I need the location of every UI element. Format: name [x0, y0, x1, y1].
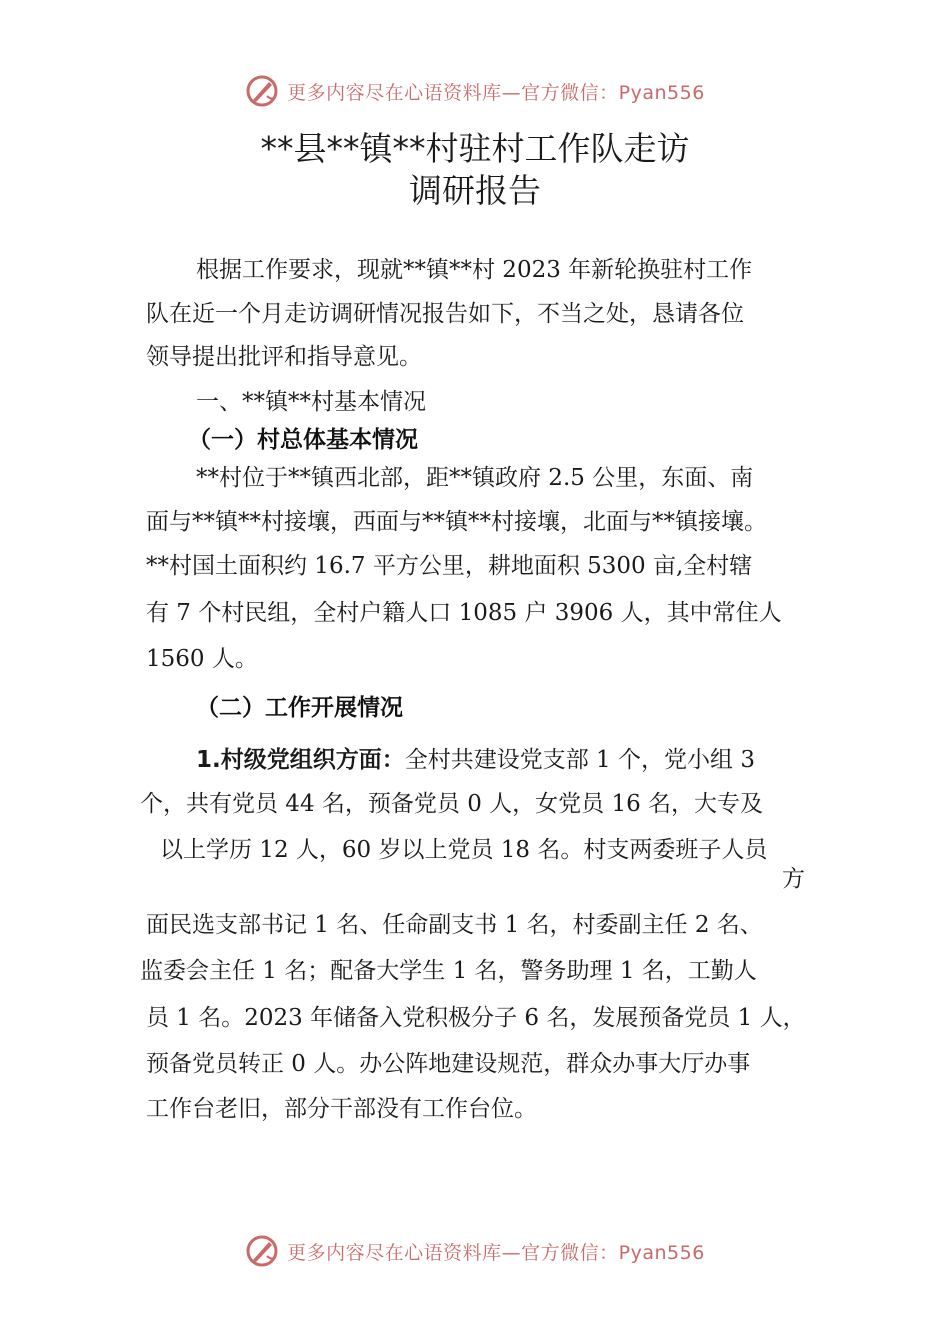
sub2-item1-line-2: 个，共有党员 44 名，预备党员 0 人，女党员 16 名，大专及 [140, 791, 764, 817]
sub2-item1-line-3: 以上学历 12 人，60 岁以上党员 18 名。村支两委班子人员 [160, 837, 768, 863]
watermark-header [0, 74, 950, 108]
doc-title-line2: 调研报告 [409, 171, 541, 210]
doc-title-line1: **县**镇**村驻村工作队走访 [260, 129, 690, 168]
watermark-footer [0, 1234, 950, 1268]
sub1-line-1: **村位于**镇西北部，距**镇政府 2.5 公里，东面、南 [196, 465, 754, 491]
sub1-line-3: **村国土面积约 16.7 平方公里，耕地面积 5300 亩,全村辖 [146, 553, 753, 579]
pen-logo-icon [245, 74, 279, 108]
sub1-line-2: 面与**镇**村接壤，西面与**镇**村接壤，北面与**镇接壤。 [146, 509, 767, 535]
pen-logo-icon [245, 1234, 279, 1268]
sub1-line-5: 1560 人。 [146, 646, 258, 672]
intro-line-3: 领导提出批评和指导意见。 [146, 344, 422, 370]
intro-line-2: 队在近一个月走访调研情况报告如下，不当之处，恳请各位 [146, 301, 744, 327]
sub2-item1-line-4: 面民选支部书记 1 名、任命副支书 1 名，村委副主任 2 名、 [146, 912, 763, 938]
sub2-item1-line-3b: 方 [782, 866, 805, 892]
sub2-item1-line-5: 监委会主任 1 名；配备大学生 1 名，警务助理 1 名，工勤人 [140, 958, 757, 984]
subsection-2-heading: （二）工作开展情况 [196, 695, 403, 721]
watermark-text: 更多内容尽在心语资料库—官方微信：Pyan556 [287, 1241, 705, 1264]
sub2-item1-line-6: 员 1 名。2023 年储备入党积极分子 6 名，发展预备党员 1 人， [146, 1005, 806, 1031]
subsection-1-heading: （一）村总体基本情况 [188, 427, 418, 453]
sub2-item1-line-7: 预备党员转正 0 人。办公阵地建设规范，群众办事大厅办事 [146, 1051, 751, 1077]
item1-label: 1.村级党组织方面： [196, 747, 405, 773]
intro-line-1: 根据工作要求，现就**镇**村 2023 年新轮换驻村工作 [196, 257, 753, 283]
sub1-line-4: 有 7 个村民组，全村户籍人口 1085 户 3906 人，其中常住人 [146, 600, 782, 626]
section-1-heading: 一、**镇**村基本情况 [196, 389, 426, 415]
sub2-item1-line-8: 工作台老旧，部分干部没有工作台位。 [146, 1096, 537, 1122]
sub2-item1-line-1 [196, 745, 755, 775]
item1-text-1: 全村共建设党支部 1 个，党小组 3 [404, 747, 755, 773]
watermark-text: 更多内容尽在心语资料库—官方微信：Pyan556 [287, 81, 705, 104]
